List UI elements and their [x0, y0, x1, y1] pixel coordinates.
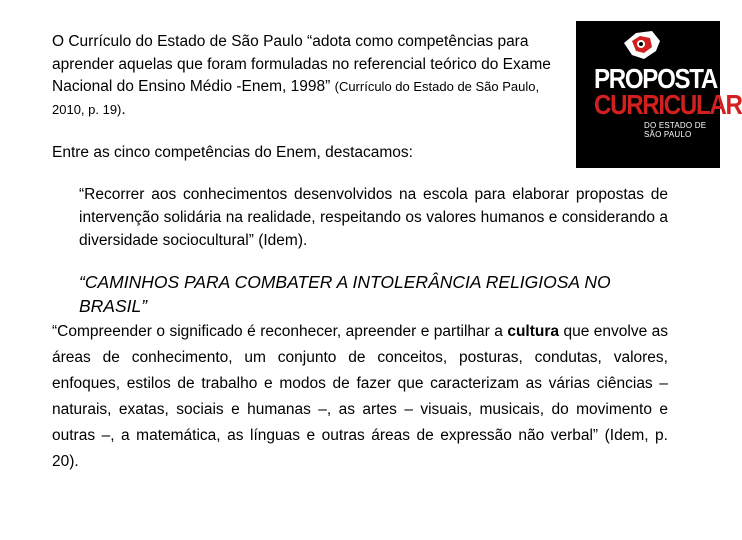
- final-paragraph: [52, 319, 668, 475]
- proposta-curricular-logo: [576, 21, 742, 168]
- final-text-before: “Compreender o significado é reconhecer, apreender e partilhar a: [52, 323, 508, 340]
- intro-paragraph: [52, 31, 567, 121]
- intro-text: O Currículo do Estado de São Paulo “adota como competências para aprender aquelas que foram formuladas no referencial teórico do Exame Nacional do Ensino Médio -Enem, 1998”: [52, 33, 551, 95]
- section-heading: “CAMINHOS PARA COMBATER A INTOLERÂNCIA RELIGIOSA NO BRASIL”: [79, 272, 611, 316]
- final-text-after: que envolve as áreas de conhecimento, um conjunto de conceitos, posturas, condutas, valores, enfoques, estilos de trabalho e modos de fazer que caracterizam as várias ciências – naturais, exatas, sociais e humanas –, as artes – visuais, musicais, do movimento e outras –, a matemática, as línguas e outras áreas de expressão não verbal” (Idem, p. 20).: [52, 323, 669, 470]
- logo-line-estado: DO ESTADO DE SÃO PAULO: [644, 121, 707, 139]
- intro-citation: (Currículo do Estado de São Paulo, 2010, p. 19): [52, 79, 540, 117]
- intro-end: .: [121, 100, 126, 118]
- final-text-bold: cultura: [507, 323, 560, 340]
- logo-line-curricular: CURRICULAR: [594, 89, 742, 120]
- lead-paragraph: Entre as cinco competências do Enem, destacamos:: [52, 144, 413, 161]
- quote-paragraph: “Recorrer aos conhecimentos desenvolvidos na escola para elaborar propostas de intervenção solidária na realidade, respeitando os valores humanos e considerando a diversidade sociocultural” (Idem).: [79, 186, 668, 249]
- logo-line-proposta: PROPOSTA: [594, 63, 718, 94]
- sao-paulo-map-emblem-icon: [622, 27, 662, 63]
